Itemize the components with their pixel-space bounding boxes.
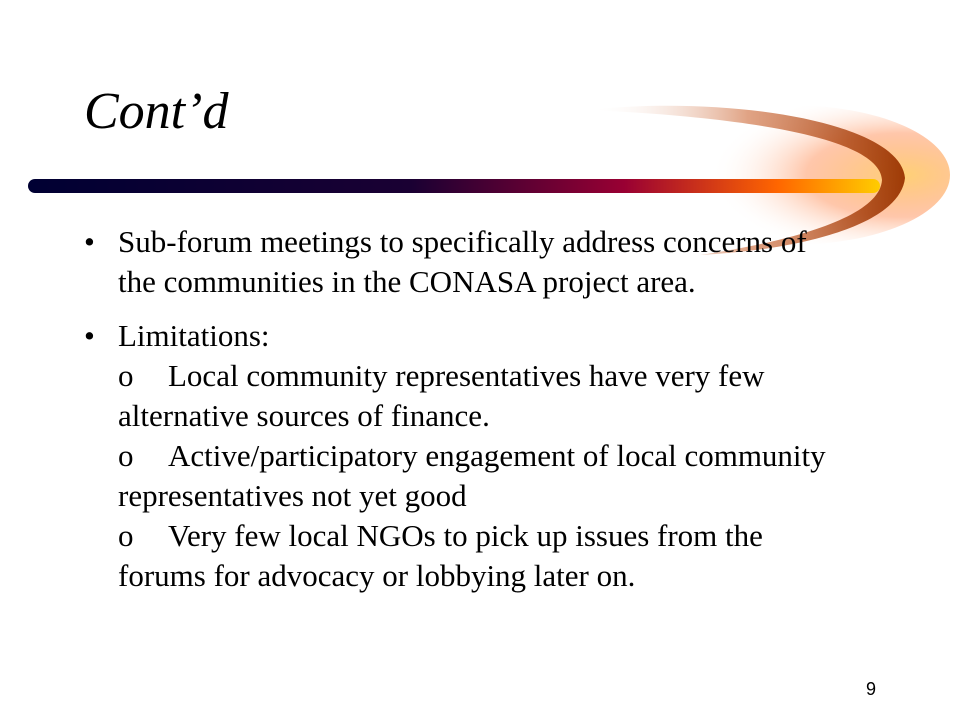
bullet-text: Sub-forum meetings to specifically address concerns of the communities in the CONASA project area. [118, 224, 807, 299]
sub-item-marker: o [118, 358, 134, 393]
sub-item [118, 516, 844, 596]
sub-item-text: Active/participatory engagement of local community representatives not yet good [118, 438, 826, 513]
bullet-item-subforum [84, 222, 844, 302]
sub-item [118, 436, 844, 516]
sub-item-marker: o [118, 518, 134, 553]
page-number: 9 [866, 679, 877, 699]
sub-item-text: Very few local NGOs to pick up issues from the forums for advocacy or lobbying later on. [118, 518, 763, 593]
bullet-marker: • [84, 318, 95, 353]
bullet-text: Limitations: [118, 318, 270, 353]
slide-body [84, 222, 844, 610]
swoosh-bar [28, 179, 880, 193]
slide-title: Cont’d [84, 83, 229, 140]
sub-item-marker: o [118, 438, 134, 473]
sub-item-text: Local community representatives have very few alternative sources of finance. [118, 358, 765, 433]
bullet-marker: • [84, 224, 95, 259]
sub-item [118, 356, 844, 436]
bullet-item-limitations [84, 316, 844, 596]
